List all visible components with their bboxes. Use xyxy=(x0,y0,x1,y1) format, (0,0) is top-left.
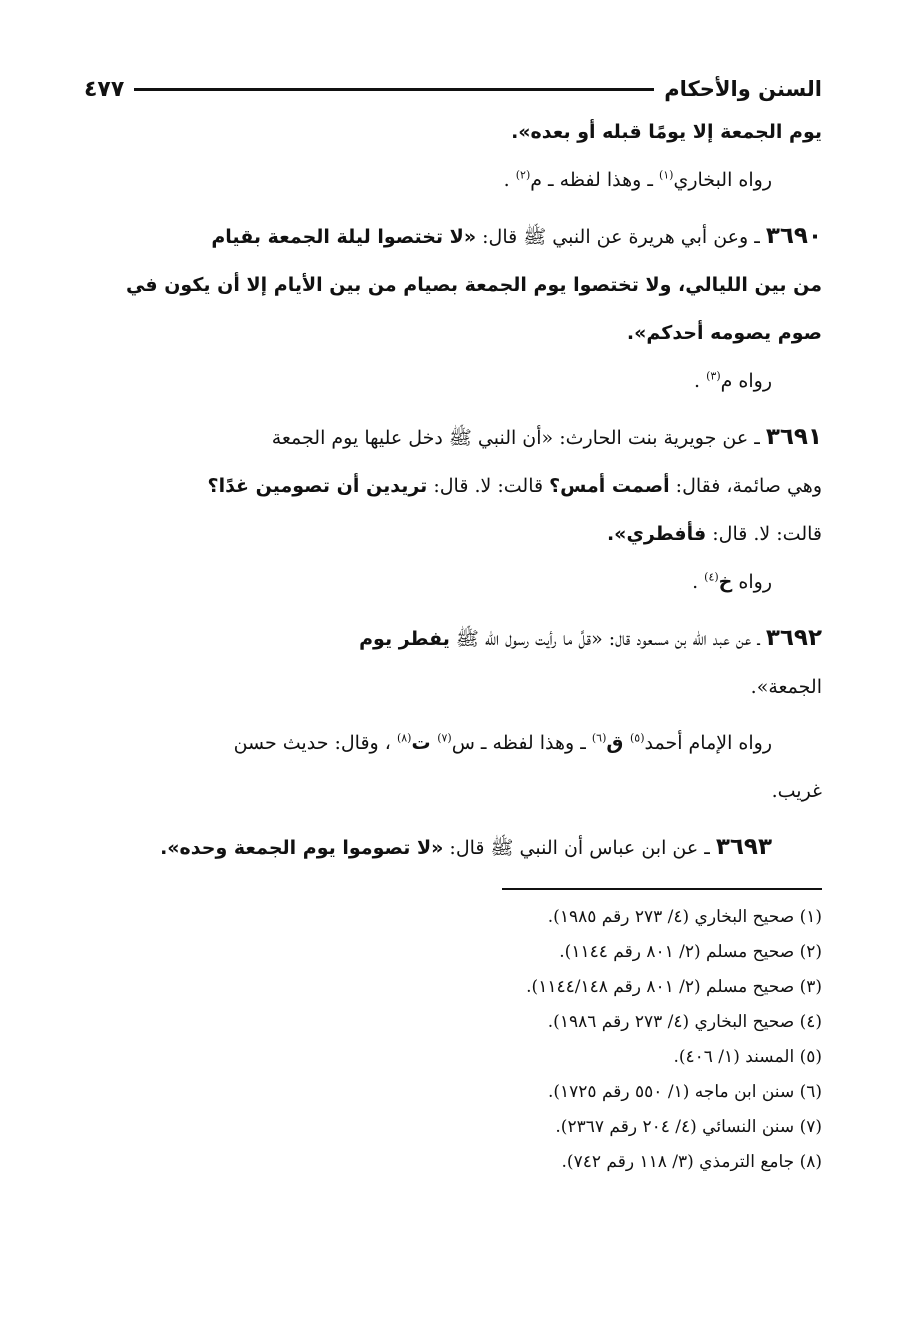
running-title: السنن والأحكام xyxy=(664,77,822,101)
footnote: (٣) صحيح مسلم (٢/ ٨٠١ رقم ١١٤٤/١٤٨). xyxy=(526,977,822,997)
hadith-number: ٣٦٩١ xyxy=(765,424,822,450)
narration-line: رواه البخاري$^{(١)}$ ـ وهذا لفظه ـ م$^{(٢)}$ . xyxy=(503,168,772,191)
footnote-ref: (٦) xyxy=(591,731,607,745)
hadith-3690-line3: صوم يصومه أحدكم». xyxy=(626,322,822,344)
narration-line: رواه خ$^{(٤)}$ . xyxy=(692,570,772,593)
hadith-3691-line2: وهي صائمة، فقال: أصمت أمس؟ قالت: لا. قال: تريدين أن تصومين غدًا؟ xyxy=(207,475,822,497)
hadith-3692-line2: الجمعة». xyxy=(750,676,822,698)
header-rule xyxy=(134,88,654,91)
footnote: (٥) المسند (١/ ٤٠٦). xyxy=(673,1047,822,1067)
continuation-line: يوم الجمعة إلا يومًا قبله أو بعده». xyxy=(511,121,822,143)
hadith-number: ٣٦٩٢ xyxy=(765,625,822,651)
footnote: (٧) سنن النسائي (٤/ ٢٠٤ رقم ٢٣٦٧). xyxy=(555,1117,822,1137)
page-header xyxy=(84,70,822,108)
footnote-ref: (٢) xyxy=(515,168,531,182)
footnote-separator xyxy=(502,888,822,890)
hadith-number: ٣٦٩٣ xyxy=(715,834,772,860)
footnotes xyxy=(84,900,822,1180)
hadith-number: ٣٦٩٠ xyxy=(765,223,822,249)
footnote: (٨) جامع الترمذي (٣/ ١١٨ رقم ٧٤٢). xyxy=(561,1152,822,1172)
page-number: ٤٧٧ xyxy=(84,76,125,102)
footnote: (٤) صحيح البخاري (٤/ ٢٧٣ رقم ١٩٨٦). xyxy=(547,1012,822,1032)
footnote: (٢) صحيح مسلم (٢/ ٨٠١ رقم ١١٤٤). xyxy=(559,942,822,962)
footnote: (١) صحيح البخاري (٤/ ٢٧٣ رقم ١٩٨٥). xyxy=(547,907,822,927)
book-page xyxy=(84,70,822,1180)
narration-line2: غريب. xyxy=(771,780,822,802)
footnote: (٦) سنن ابن ماجه (١/ ٥٥٠ رقم ١٧٢٥). xyxy=(547,1082,822,1102)
hadith-3690: ٣٦٩٠ ـ وعن أبي هريرة عن النبي ﷺ قال: «لا تختصوا ليلة الجمعة بقيام xyxy=(211,223,822,249)
hadith-3691-line3: قالت: لا. قال: فأفطري». xyxy=(606,523,822,545)
hadith-3690-line2: من بين الليالي، ولا تختصوا يوم الجمعة بصيام من بين الأيام إلا أن يكون في xyxy=(125,274,822,296)
footnote-ref: (٧) xyxy=(437,731,452,745)
hadith-3693: ٣٦٩٣ ـ عن ابن عباس أن النبي ﷺ قال: «لا تصوموا يوم الجمعة وحده». xyxy=(160,834,772,860)
footnote-ref: (١) xyxy=(658,168,674,182)
footnote-ref: (٨) xyxy=(396,731,412,745)
main-text xyxy=(84,108,822,872)
narration-line: رواه الإمام أحمد$^{(٥)}$ ق$^{(٦)}$ ـ وهذا لفظه ـ س$^{(٧)}$ ت$^{(٨)}$ ، وقال: حديث حسن xyxy=(233,731,772,754)
footnote-ref: (٣) xyxy=(706,369,721,383)
footnote-ref: (٥) xyxy=(629,731,645,745)
hadith-3692: ٣٦٩٢ ـ عن عبد الله بن مسعود قال: «قلَّ ما رأيت رسول الله ﷺ يفطر يوم xyxy=(359,625,822,651)
narration-line: رواه م$^{(٣)}$ . xyxy=(694,369,772,392)
hadith-3691: ٣٦٩١ ـ عن جويرية بنت الحارث: «أن النبي ﷺ دخل عليها يوم الجمعة xyxy=(271,424,822,450)
footnote-ref: (٤) xyxy=(704,570,719,584)
